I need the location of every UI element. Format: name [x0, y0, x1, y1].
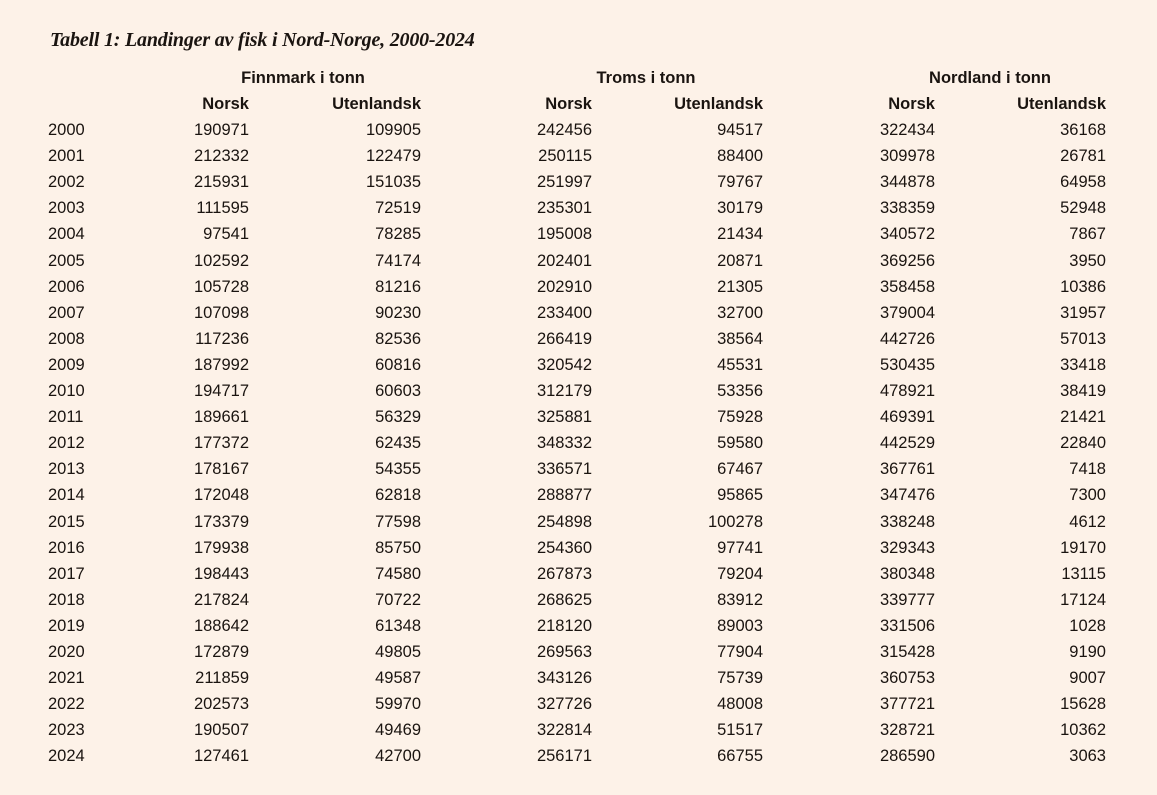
year-cell: 2011: [48, 408, 84, 427]
cell-finnmark-utenlandsk: 54355: [375, 460, 421, 479]
column-header-troms-norsk: Norsk: [545, 95, 592, 113]
table-row: [0, 121, 1157, 147]
column-header-finnmark-utenlandsk: Utenlandsk: [332, 95, 421, 113]
group-header-troms: Troms i tonn: [596, 69, 696, 87]
year-cell: 2018: [48, 590, 85, 609]
cell-finnmark-norsk: 202573: [193, 695, 249, 714]
group-header-nordland: Nordland i tonn: [929, 69, 1051, 87]
cell-finnmark-utenlandsk: 42700: [375, 747, 421, 766]
table-row: [0, 199, 1157, 225]
cell-nordland-utenlandsk: 21421: [1060, 408, 1106, 427]
cell-troms-utenlandsk: 38564: [717, 329, 763, 348]
cell-troms-norsk: 250115: [538, 147, 592, 166]
cell-finnmark-utenlandsk: 49805: [375, 643, 421, 661]
cell-nordland-norsk: 369256: [879, 251, 935, 270]
cell-nordland-utenlandsk: 7418: [1069, 460, 1106, 479]
cell-finnmark-norsk: 178167: [193, 460, 249, 479]
cell-troms-norsk: 327726: [536, 695, 592, 714]
cell-finnmark-utenlandsk: 62435: [375, 434, 421, 453]
cell-nordland-utenlandsk: 3063: [1069, 747, 1106, 766]
cell-troms-norsk: 266419: [536, 329, 592, 348]
cell-troms-norsk: 348332: [536, 434, 592, 453]
table-row: [0, 330, 1157, 356]
column-header-finnmark-norsk: Norsk: [202, 95, 249, 113]
year-cell: 2004: [48, 225, 85, 244]
cell-finnmark-norsk: 190507: [193, 721, 249, 740]
cell-troms-utenlandsk: 45531: [717, 355, 763, 374]
cell-finnmark-utenlandsk: 49469: [375, 721, 421, 740]
cell-nordland-utenlandsk: 15628: [1060, 695, 1106, 714]
cell-finnmark-norsk: 177372: [193, 434, 249, 453]
cell-finnmark-utenlandsk: 122479: [365, 147, 421, 166]
cell-nordland-utenlandsk: 22840: [1060, 434, 1106, 453]
cell-nordland-norsk: 469391: [879, 408, 935, 427]
table-row: [0, 147, 1157, 173]
cell-troms-utenlandsk: 97741: [717, 538, 763, 557]
cell-finnmark-norsk: 102592: [193, 251, 249, 270]
cell-troms-norsk: 254898: [536, 512, 592, 531]
year-cell: 2017: [48, 564, 85, 583]
year-cell: 2014: [48, 486, 85, 505]
cell-nordland-norsk: 315428: [879, 643, 935, 661]
cell-troms-utenlandsk: 89003: [717, 616, 763, 635]
table-row: [0, 225, 1157, 251]
cell-nordland-utenlandsk: 33418: [1060, 355, 1106, 374]
cell-nordland-norsk: 309978: [879, 147, 935, 166]
cell-finnmark-norsk: 127461: [193, 747, 249, 766]
cell-nordland-norsk: 478921: [879, 382, 935, 400]
cell-troms-utenlandsk: 79204: [717, 564, 763, 583]
year-cell: 2013: [48, 460, 85, 479]
cell-troms-utenlandsk: 83912: [717, 590, 763, 609]
cell-troms-utenlandsk: 66755: [717, 747, 763, 766]
cell-nordland-norsk: 380348: [879, 564, 935, 583]
cell-finnmark-norsk: 212332: [193, 147, 249, 166]
cell-nordland-norsk: 347476: [879, 486, 935, 505]
cell-nordland-norsk: 442529: [879, 434, 935, 453]
cell-nordland-utenlandsk: 19170: [1060, 538, 1106, 557]
cell-finnmark-norsk: 189661: [193, 408, 249, 427]
cell-nordland-utenlandsk: 26781: [1060, 147, 1106, 166]
cell-troms-utenlandsk: 100278: [707, 512, 763, 531]
cell-troms-utenlandsk: 30179: [717, 199, 763, 218]
cell-troms-norsk: 256171: [536, 747, 592, 766]
cell-nordland-norsk: 328721: [879, 721, 935, 740]
cell-nordland-utenlandsk: 10386: [1060, 277, 1106, 296]
cell-nordland-utenlandsk: 36168: [1060, 121, 1106, 139]
cell-nordland-utenlandsk: 4612: [1069, 512, 1106, 531]
cell-nordland-norsk: 340572: [879, 225, 935, 244]
cell-troms-norsk: 202910: [536, 277, 592, 296]
cell-finnmark-utenlandsk: 61348: [375, 616, 421, 635]
table-row: [0, 721, 1157, 747]
cell-finnmark-norsk: 105728: [193, 277, 249, 296]
cell-finnmark-utenlandsk: 151035: [365, 173, 421, 192]
cell-finnmark-norsk: 188642: [193, 616, 249, 635]
cell-troms-norsk: 218120: [536, 616, 592, 635]
cell-finnmark-utenlandsk: 72519: [375, 199, 421, 218]
cell-nordland-utenlandsk: 7300: [1069, 486, 1106, 505]
cell-finnmark-utenlandsk: 74580: [375, 564, 421, 583]
cell-finnmark-norsk: 179938: [193, 538, 249, 557]
cell-troms-utenlandsk: 75928: [717, 408, 763, 427]
cell-finnmark-norsk: 198443: [193, 564, 249, 583]
cell-nordland-norsk: 367761: [879, 460, 935, 479]
cell-troms-norsk: 254360: [536, 538, 592, 557]
cell-troms-norsk: 195008: [536, 225, 592, 244]
cell-troms-utenlandsk: 51517: [717, 721, 763, 740]
year-cell: 2010: [48, 382, 85, 400]
cell-troms-norsk: 268625: [536, 590, 592, 609]
cell-troms-utenlandsk: 79767: [717, 173, 763, 192]
cell-finnmark-norsk: 173379: [193, 512, 249, 531]
year-cell: 2021: [48, 669, 85, 688]
cell-finnmark-norsk: 172048: [193, 486, 249, 505]
year-cell: 2002: [48, 173, 85, 192]
cell-troms-norsk: 202401: [536, 251, 592, 270]
cell-finnmark-norsk: 190971: [193, 121, 249, 139]
table-row: [0, 591, 1157, 617]
cell-troms-norsk: 343126: [536, 669, 592, 688]
cell-troms-norsk: 235301: [536, 199, 592, 218]
year-cell: 2006: [48, 277, 85, 296]
year-cell: 2003: [48, 199, 85, 218]
cell-nordland-utenlandsk: 9007: [1069, 669, 1106, 688]
cell-nordland-norsk: 358458: [879, 277, 935, 296]
cell-nordland-norsk: 377721: [879, 695, 935, 714]
table-row: [0, 747, 1157, 773]
cell-finnmark-norsk: 194717: [193, 382, 249, 400]
cell-troms-utenlandsk: 88400: [717, 147, 763, 166]
cell-finnmark-utenlandsk: 90230: [375, 303, 421, 322]
cell-finnmark-utenlandsk: 78285: [375, 225, 421, 244]
year-cell: 2016: [48, 538, 85, 557]
cell-finnmark-norsk: 211859: [195, 669, 249, 688]
table-row: [0, 304, 1157, 330]
year-cell: 2024: [48, 747, 85, 766]
cell-troms-norsk: 288877: [536, 486, 592, 505]
table-row: [0, 617, 1157, 643]
year-cell: 2005: [48, 251, 85, 270]
cell-troms-utenlandsk: 94517: [717, 121, 763, 139]
cell-troms-utenlandsk: 20871: [717, 251, 763, 270]
cell-finnmark-utenlandsk: 85750: [375, 538, 421, 557]
cell-troms-utenlandsk: 75739: [717, 669, 763, 688]
cell-troms-norsk: 242456: [536, 121, 592, 139]
year-cell: 2022: [48, 695, 85, 714]
table-row: [0, 669, 1157, 695]
table-row: [0, 173, 1157, 199]
cell-finnmark-utenlandsk: 62818: [375, 486, 421, 505]
cell-finnmark-utenlandsk: 82536: [375, 329, 421, 348]
year-cell: 2012: [48, 434, 85, 453]
cell-nordland-norsk: 331506: [879, 616, 935, 635]
year-cell: 2008: [48, 329, 85, 348]
year-cell: 2019: [48, 616, 85, 635]
cell-nordland-norsk: 322434: [879, 121, 935, 139]
year-cell: 2009: [48, 355, 85, 374]
cell-troms-norsk: 322814: [536, 721, 592, 740]
cell-troms-utenlandsk: 53356: [717, 382, 763, 400]
cell-troms-utenlandsk: 32700: [717, 303, 763, 322]
group-header-finnmark: Finnmark i tonn: [241, 69, 365, 87]
table-row: [0, 408, 1157, 434]
cell-troms-norsk: 233400: [536, 303, 592, 322]
cell-nordland-norsk: 379004: [879, 303, 935, 322]
cell-troms-utenlandsk: 48008: [717, 695, 763, 714]
cell-finnmark-norsk: 111595: [196, 199, 249, 218]
cell-nordland-norsk: 339777: [879, 590, 935, 609]
cell-nordland-norsk: 338248: [879, 512, 935, 531]
cell-nordland-utenlandsk: 57013: [1060, 329, 1106, 348]
cell-finnmark-norsk: 117236: [195, 329, 249, 348]
table-row: [0, 565, 1157, 591]
cell-troms-utenlandsk: 59580: [717, 434, 763, 453]
cell-nordland-utenlandsk: 13115: [1061, 564, 1106, 583]
cell-troms-utenlandsk: 67467: [717, 460, 763, 479]
cell-troms-utenlandsk: 21434: [717, 225, 763, 244]
table-row: [0, 643, 1157, 669]
cell-nordland-utenlandsk: 52948: [1060, 199, 1106, 218]
table-row: [0, 539, 1157, 565]
cell-finnmark-utenlandsk: 56329: [375, 408, 421, 427]
cell-troms-norsk: 325881: [536, 408, 592, 427]
cell-troms-utenlandsk: 21305: [717, 277, 763, 296]
cell-finnmark-norsk: 97541: [203, 225, 249, 244]
cell-nordland-utenlandsk: 9190: [1069, 643, 1106, 661]
year-cell: 2000: [48, 121, 85, 139]
cell-troms-norsk: 251997: [536, 173, 592, 192]
cell-finnmark-norsk: 215931: [193, 173, 249, 192]
year-cell: 2007: [48, 303, 85, 322]
column-header-nordland-norsk: Norsk: [888, 95, 935, 113]
cell-finnmark-utenlandsk: 60603: [375, 382, 421, 400]
year-cell: 2023: [48, 721, 85, 740]
cell-nordland-norsk: 360753: [879, 669, 935, 688]
cell-troms-norsk: 336571: [536, 460, 592, 479]
cell-finnmark-utenlandsk: 70722: [375, 590, 421, 609]
cell-troms-norsk: 269563: [536, 643, 592, 661]
year-cell: 2020: [48, 643, 85, 661]
cell-finnmark-utenlandsk: 74174: [375, 251, 421, 270]
year-cell: 2001: [48, 147, 85, 166]
cell-troms-norsk: 312179: [536, 382, 592, 400]
cell-finnmark-norsk: 172879: [193, 643, 249, 661]
cell-nordland-norsk: 329343: [879, 538, 935, 557]
cell-nordland-norsk: 530435: [879, 355, 935, 374]
column-header-troms-utenlandsk: Utenlandsk: [674, 95, 763, 113]
cell-finnmark-utenlandsk: 60816: [375, 355, 421, 374]
cell-finnmark-norsk: 217824: [193, 590, 249, 609]
table-row: [0, 460, 1157, 486]
cell-troms-norsk: 267873: [536, 564, 592, 583]
cell-nordland-utenlandsk: 7867: [1069, 225, 1106, 244]
cell-nordland-utenlandsk: 38419: [1060, 382, 1106, 400]
cell-nordland-utenlandsk: 1028: [1069, 616, 1106, 635]
table-row: [0, 513, 1157, 539]
table-row: [0, 434, 1157, 460]
cell-nordland-utenlandsk: 10362: [1060, 721, 1106, 740]
table-row: [0, 278, 1157, 304]
year-cell: 2015: [48, 512, 85, 531]
cell-nordland-utenlandsk: 3950: [1069, 251, 1106, 270]
cell-nordland-norsk: 344878: [879, 173, 935, 192]
cell-troms-utenlandsk: 77904: [717, 643, 763, 661]
cell-nordland-utenlandsk: 17124: [1060, 590, 1106, 609]
cell-finnmark-norsk: 107098: [193, 303, 249, 322]
cell-finnmark-utenlandsk: 77598: [375, 512, 421, 531]
cell-finnmark-utenlandsk: 59970: [375, 695, 421, 714]
table-row: [0, 486, 1157, 512]
cell-nordland-norsk: 442726: [879, 329, 935, 348]
cell-nordland-utenlandsk: 64958: [1060, 173, 1106, 192]
cell-nordland-norsk: 286590: [879, 747, 935, 766]
cell-nordland-utenlandsk: 31957: [1060, 303, 1106, 322]
table-row: [0, 252, 1157, 278]
cell-finnmark-norsk: 187992: [193, 355, 249, 374]
table-row: [0, 695, 1157, 721]
cell-nordland-norsk: 338359: [879, 199, 935, 218]
cell-finnmark-utenlandsk: 49587: [375, 669, 421, 688]
cell-finnmark-utenlandsk: 81216: [375, 277, 421, 296]
cell-troms-norsk: 320542: [536, 355, 592, 374]
cell-troms-utenlandsk: 95865: [717, 486, 763, 505]
table-title: Tabell 1: Landinger av fisk i Nord-Norge, 2000-2024: [50, 29, 475, 51]
column-header-nordland-utenlandsk: Utenlandsk: [1017, 95, 1106, 113]
table-row: [0, 382, 1157, 408]
table-row: [0, 356, 1157, 382]
cell-finnmark-utenlandsk: 109905: [365, 121, 421, 139]
